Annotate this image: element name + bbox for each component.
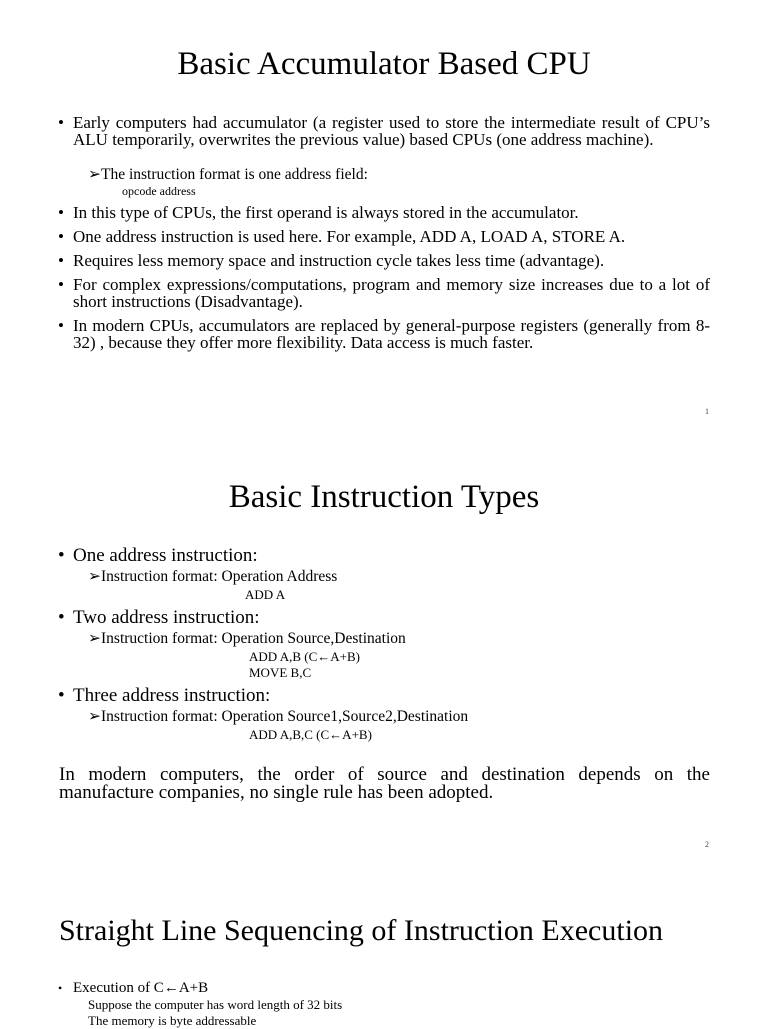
bullet-item bbox=[58, 203, 710, 222]
bullet-item bbox=[58, 316, 710, 352]
slide-3 bbox=[0, 864, 768, 1028]
bullet-icon: • bbox=[58, 981, 63, 995]
bullet-text: Two address instruction: bbox=[73, 607, 260, 628]
page-number: 1 bbox=[705, 407, 709, 416]
sub-bullet-item bbox=[88, 568, 337, 585]
arrow-bullet-icon: ➢ bbox=[88, 166, 101, 183]
bullet-item bbox=[58, 980, 209, 996]
detail-line: The memory is byte addressable bbox=[88, 1013, 257, 1028]
bullet-icon: • bbox=[58, 275, 64, 294]
closing-note: In modern computers, the order of source and destination depends on the manufacture companies, no single rule has been adopted. bbox=[59, 764, 710, 803]
bullet-text: One address instruction is used here. For example, ADD A, LOAD A, STORE A. bbox=[73, 227, 626, 246]
code-example: ADD A,B,C (C←A+B) bbox=[249, 727, 372, 742]
bullet-item bbox=[58, 227, 710, 246]
sub-bullet-item bbox=[88, 708, 468, 725]
page-number: 2 bbox=[705, 840, 709, 849]
bullet-item bbox=[58, 607, 260, 628]
bullet-text: Three address instruction: bbox=[73, 685, 271, 706]
arrow-bullet-icon: ➢ bbox=[88, 568, 101, 585]
code-example: ADD A bbox=[245, 587, 286, 602]
bullet-icon: • bbox=[58, 316, 64, 335]
bullet-item bbox=[58, 685, 271, 706]
sub-bullet-text: Instruction format: Operation Source1,Source2,Destination bbox=[101, 708, 469, 725]
slide-title: Straight Line Sequencing of Instruction Execution bbox=[59, 914, 664, 947]
bullet-icon: • bbox=[58, 203, 64, 222]
slide-2 bbox=[0, 432, 768, 864]
bullet-text: Requires less memory space and instruction cycle takes less time (advantage). bbox=[73, 251, 605, 270]
slide-title: Basic Accumulator Based CPU bbox=[177, 46, 591, 82]
bullet-icon: • bbox=[58, 251, 64, 270]
bullet-item bbox=[58, 275, 710, 311]
bullet-text: For complex expressions/computations, program and memory size increases due to a lot of short instructions (Disadvantage). bbox=[73, 275, 710, 311]
bullet-text: Execution of C←A+B bbox=[73, 980, 209, 996]
detail-line: Suppose the computer has word length of 32 bits bbox=[88, 997, 343, 1012]
sub-bullet-item bbox=[88, 166, 368, 183]
arrow-bullet-icon: ➢ bbox=[88, 708, 101, 725]
bullet-icon: • bbox=[58, 113, 64, 132]
sub-bullet-text: The instruction format is one address field: bbox=[101, 166, 368, 183]
bullet-icon: • bbox=[58, 227, 64, 246]
format-example: opcode address bbox=[122, 184, 196, 198]
bullet-text: In this type of CPUs, the first operand is always stored in the accumulator. bbox=[73, 203, 579, 222]
bullet-item bbox=[58, 545, 258, 566]
bullet-text: One address instruction: bbox=[73, 545, 258, 566]
code-example: ADD A,B (C←A+B) bbox=[249, 649, 360, 664]
sub-bullet-text: Instruction format: Operation Address bbox=[101, 568, 338, 585]
slide-title: Basic Instruction Types bbox=[228, 479, 540, 515]
arrow-bullet-icon: ➢ bbox=[88, 630, 101, 647]
bullet-item bbox=[58, 113, 710, 149]
code-example: MOVE B,C bbox=[249, 665, 312, 680]
bullet-text: In modern CPUs, accumulators are replaced by general-purpose registers (generally from 8-32) , because they offer more flexibility. Data access is much faster. bbox=[73, 316, 710, 352]
bullet-icon: • bbox=[58, 545, 65, 566]
slide-1 bbox=[0, 0, 768, 432]
sub-bullet-item bbox=[88, 630, 406, 647]
bullet-text: Early computers had accumulator (a register used to store the intermediate result of CPU’s ALU temporarily, overwrites the previous value) based CPUs (one address machine). bbox=[73, 113, 710, 149]
sub-bullet-text: Instruction format: Operation Source,Destination bbox=[101, 630, 406, 647]
bullet-icon: • bbox=[58, 685, 65, 706]
bullet-icon: • bbox=[58, 607, 65, 628]
bullet-item bbox=[58, 251, 710, 270]
